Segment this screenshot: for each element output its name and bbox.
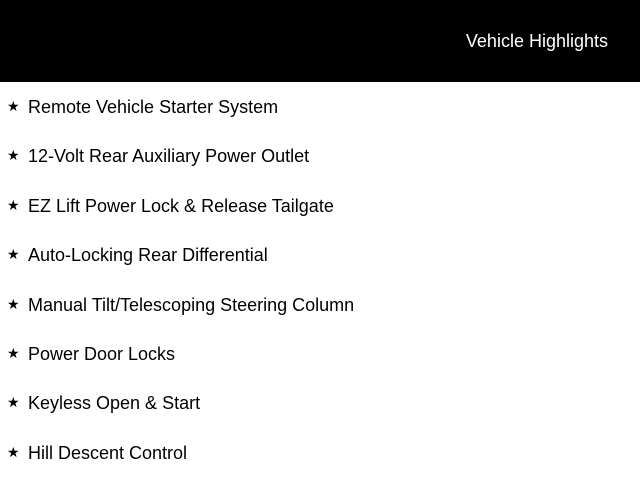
star-icon: ★ (7, 148, 20, 164)
header-bar (0, 0, 640, 82)
list-item-label: Remote Vehicle Starter System (28, 97, 279, 117)
star-icon: ★ (7, 99, 20, 115)
list-item (0, 145, 640, 169)
list-item-label: Power Door Locks (28, 344, 176, 364)
list-item-label: Manual Tilt/Telescoping Steering Column (28, 295, 355, 315)
list-item-label: Auto-Locking Rear Differential (28, 245, 268, 265)
list-item (0, 343, 640, 367)
star-icon: ★ (7, 346, 20, 362)
list-item-label: Hill Descent Control (28, 443, 188, 463)
highlights-list (0, 82, 640, 480)
list-item (0, 96, 640, 120)
list-item (0, 392, 640, 416)
list-item-label: EZ Lift Power Lock & Release Tailgate (28, 196, 334, 216)
header-title: Vehicle Highlights (465, 31, 608, 51)
star-icon: ★ (7, 297, 20, 313)
list-item (0, 442, 640, 466)
star-icon: ★ (7, 395, 20, 411)
star-icon: ★ (7, 445, 20, 461)
list-item-label: Keyless Open & Start (28, 393, 201, 413)
star-icon: ★ (7, 198, 20, 214)
list-item-label: 12-Volt Rear Auxiliary Power Outlet (28, 146, 310, 166)
star-icon: ★ (7, 247, 20, 263)
list-item (0, 294, 640, 318)
list-item (0, 244, 640, 268)
list-item (0, 195, 640, 219)
